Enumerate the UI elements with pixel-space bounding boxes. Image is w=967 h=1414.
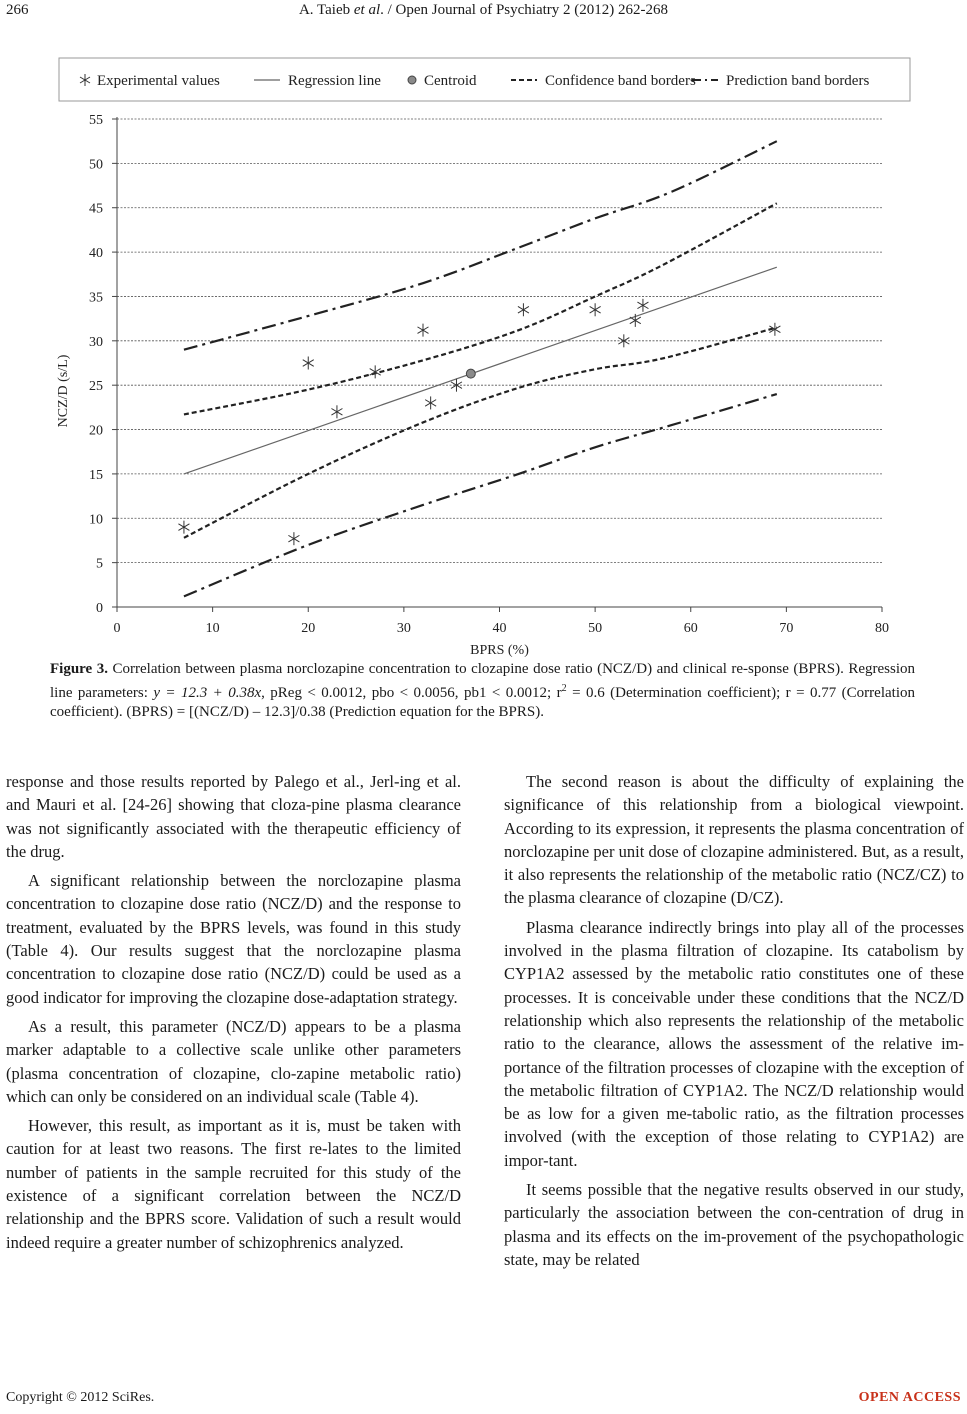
- chart-legend: [59, 58, 910, 101]
- experimental-value-marker: [637, 299, 648, 312]
- figure-3-chart: [55, 51, 913, 663]
- legend-item: [80, 73, 220, 89]
- y-tick-label: 40: [89, 246, 103, 262]
- legend-label: Prediction band borders: [726, 73, 870, 89]
- regression-line: [184, 267, 777, 474]
- y-tick-label: 50: [89, 157, 103, 173]
- paragraph: Plasma clearance indirectly brings into play all of the processes involved in the plasma filtration of clozapine. Its catabolism by CYP1A2 assessed by the metabolic ratio constitutes one of these processes. It is conceivable under these conditions that the NCZ/D relationship which also represents the relationship of the metabolic ratio to the clearance, allows the assessment of the relative im-portance of the filtration processes of clozapine with the exception of the metabolic filtration of CYP1A2. The NCZ/D relationship would be as low for a given me-tabolic ratio, as the filtration processes involved (with the exception of those relating to CYP1A2) are impor-tant.: [504, 917, 964, 1170]
- confidence-band-lower: [184, 328, 777, 538]
- x-tick-label: 30: [396, 621, 411, 636]
- paragraph: A significant relationship between the norclozapine plasma concentration to clozapine dose ratio (NCZ/D) and the response to treatment, evaluated by the BPRS levels, was found in this study (Table 4). Our results suggest that the norclozapine plasma concentration to clozapine dose ratio (NCZ/D) could be used as a good indicator for improving the clozapine dose-adaptation strategy.: [6, 871, 461, 1007]
- y-tick-label: 55: [89, 113, 103, 128]
- y-tick-label: 5: [96, 556, 103, 572]
- centroid-marker: [466, 369, 475, 378]
- confidence-band-upper: [184, 203, 777, 414]
- experimental-value-marker: [590, 303, 601, 316]
- experimental-value-marker: [303, 357, 314, 370]
- experimental-value-marker: [618, 334, 629, 347]
- experimental-value-marker: [370, 365, 381, 378]
- x-tick-label: 40: [492, 621, 507, 636]
- running-title: A. Taieb et al. / Open Journal of Psychiatry 2 (2012) 262-268: [298, 2, 669, 18]
- legend-label: Centroid: [424, 73, 477, 89]
- experimental-value-marker: [178, 521, 189, 534]
- y-tick-label: 30: [89, 334, 103, 350]
- legend-label: Confidence band borders: [545, 73, 696, 89]
- x-tick-label: 50: [588, 621, 603, 636]
- x-tick-label: 80: [875, 621, 889, 636]
- y-tick-label: 10: [89, 512, 103, 528]
- legend-label: Regression line: [288, 73, 381, 89]
- paragraph: However, this result, as important as it is, must be taken with caution for at least two reasons. The first re-lates to the limited number of patients in the sample recruited for this study of the existence of a significant correlation between the NCZ/D relationship and the BPRS score. Validation of such a result would indeed require a greater number of schizophrenics analyzed.: [6, 1116, 461, 1252]
- experimental-value-marker: [288, 532, 299, 545]
- y-tick-label: 15: [89, 467, 103, 483]
- y-tick-label: 20: [89, 423, 103, 439]
- right-column: [504, 770, 964, 1271]
- left-column: [6, 770, 461, 1254]
- experimental-value-marker: [630, 314, 641, 327]
- experimental-value-marker: [331, 405, 342, 418]
- x-tick-label: 70: [779, 621, 794, 636]
- experimental-value-marker: [418, 324, 429, 337]
- x-tick-label: 10: [205, 621, 220, 636]
- legend-centroid-marker: [408, 76, 416, 84]
- chart-points: [178, 299, 780, 545]
- x-axis-label: BPRS (%): [470, 643, 529, 658]
- x-tick-label: 20: [301, 621, 316, 636]
- scatter-plot: [55, 51, 913, 663]
- paragraph: The second reason is about the difficulty of explaining the significance of this relationship from a biological viewpoint. According to its expression, it represents the plasma concentration of norclozapine per unit dose of clozapine administered. But, as a result, it also represents the relationship of the metabolic ratio (NCZ/CZ) to the plasma clearance of clozapine (D/CZ).: [504, 772, 964, 908]
- legend-label: Experimental values: [97, 73, 220, 89]
- chart-lines: [184, 141, 777, 596]
- grid-lines: [117, 119, 882, 563]
- y-tick-label: 45: [89, 201, 103, 217]
- paragraph: As a result, this parameter (NCZ/D) appears to be a plasma marker adaptable to a collective scale unlike other parameters (plasma concentration of clozapine, clo-zapine metabolic ratio) which can only be considered on an individual scale (Table 4).: [6, 1016, 461, 1106]
- x-tick-label: 60: [683, 621, 698, 636]
- y-axis-label: NCZ/D (s/L): [56, 354, 71, 428]
- experimental-value-marker: [425, 396, 436, 409]
- x-tick-label: 0: [113, 621, 121, 636]
- y-tick-label: 25: [89, 379, 103, 395]
- page-number: 266: [6, 2, 29, 18]
- paragraph: response and those results reported by Palego et al., Jerl-ing et al. and Mauri et al. [24-26] showing that cloza-pine plasma clearance was not significantly associated with the therapeutic efficiency of the drug.: [6, 772, 461, 861]
- open-access-badge: OPEN ACCESS: [858, 1390, 961, 1405]
- prediction-band-upper: [184, 141, 777, 350]
- prediction-band-lower: [184, 394, 777, 596]
- copyright-notice: Copyright © 2012 SciRes.: [6, 1390, 155, 1405]
- experimental-value-marker: [518, 303, 529, 316]
- paragraph: It seems possible that the negative results observed in our study, particularly the association between the con-centration of drug in plasma and its effects on the im-provement of the psychopathologic state, may be related: [504, 1180, 964, 1269]
- figure-caption: Figure 3. Correlation between plasma norclozapine concentration to clozapine dose ratio (NCZ/D) and clinical re-sponse (BPRS). Regression line parameters: y = 12.3 + 0.38x, pReg < 0.0012, pbo < 0.0056, pb1 < 0.0012; $r^2 = 0.6$ (Determination coefficient); r = 0.77 (Correlation coefficient). (BPRS) = [(NCZ/D) – 12.3]/0.38 (Prediction equation for the BPRS).: [50, 661, 916, 720]
- y-tick-label: 35: [89, 290, 103, 306]
- y-tick-label: 0: [96, 601, 103, 616]
